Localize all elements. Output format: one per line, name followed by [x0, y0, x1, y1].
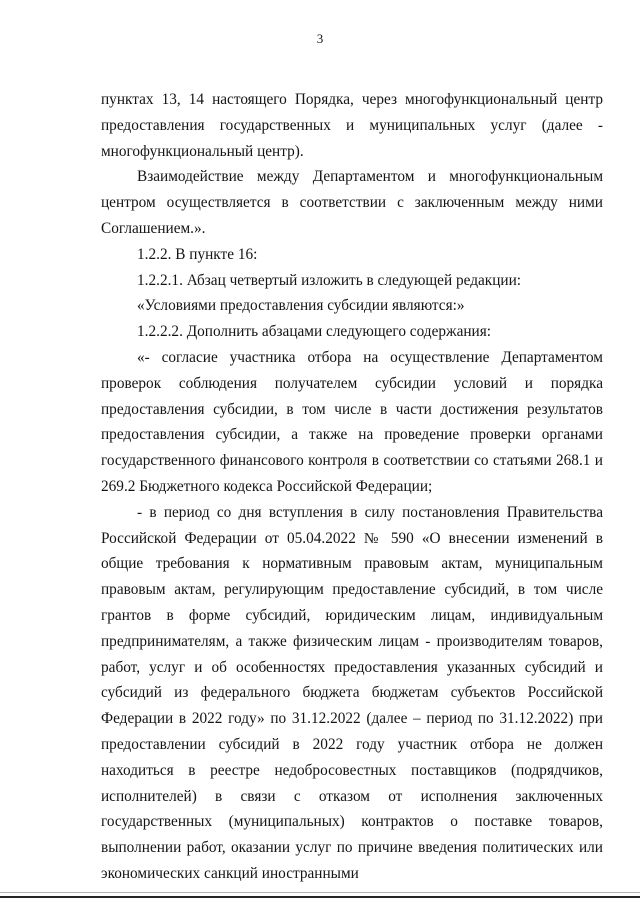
- paragraph-consent-clause: «- согласие участника отбора на осуществление Департаментом проверок соблюдения получателем субсидии условий и порядка предоставления субсидии, в том числе в части достижения результатов предоставления субсидии, а также на проведение проверки органами государственного финансового контроля в соответствии со статьями 268.1 и 269.2 Бюджетного кодекса Российской Федерации;: [101, 348, 603, 495]
- paragraph-item-1-2-2-2: 1.2.2.2. Дополнить абзацами следующего содержания:: [137, 323, 492, 341]
- page-number: 3: [316, 31, 324, 46]
- paragraph-quoted-conditions: «Условиями предоставления субсидии являются:»: [137, 297, 465, 315]
- paragraph-continuation: пунктах 13, 14 настоящего Порядка, через многофункциональный центр предоставления государственных и муниципальных услуг (далее - многофункциональный центр).: [101, 91, 603, 160]
- paragraph-period-clause: - в период со дня вступления в силу постановления Правительства Российской Федерации от 05.04.2022 № 590 «О внесении изменений в общие требования к нормативным правовым актам, муниципальным правовым актам, регулирующим предоставление субсидий, в том числе грантов в форме субсидий, юридическим лицам, индивидуальным предпринимателям, а также физическим лицам - производителям товаров, работ, услуг и об особенностях предоставления указанных субсидий и субсидий из федерального бюджета бюджетам субъектов Российской Федерации в 2022 году» по 31.12.2022 (далее – период по 31.12.2022) при предоставлении субсидий в 2022 году участник отбора не должен находиться в реестре недобросовестных поставщиков (подрядчиков, исполнителей) в связи с отказом от исполнения заключенных государственных (муниципальных) контрактов о поставке товаров, выполнении работ, оказании услуг по причине введения политических или экономических санкций иностранными: [101, 503, 603, 882]
- scan-bottom-border: [0, 896, 640, 898]
- paragraph-item-1-2-2: 1.2.2. В пункте 16:: [137, 245, 258, 263]
- document-body: [101, 87, 603, 887]
- paragraph-interaction: Взаимодействие между Департаментом и многофункциональным центром осуществляется в соответствии с заключенным между ними Соглашением.».: [101, 168, 603, 237]
- scan-edge-line: [0, 892, 640, 893]
- paragraph-item-1-2-2-1: 1.2.2.1. Абзац четвертый изложить в следующей редакции:: [137, 271, 522, 289]
